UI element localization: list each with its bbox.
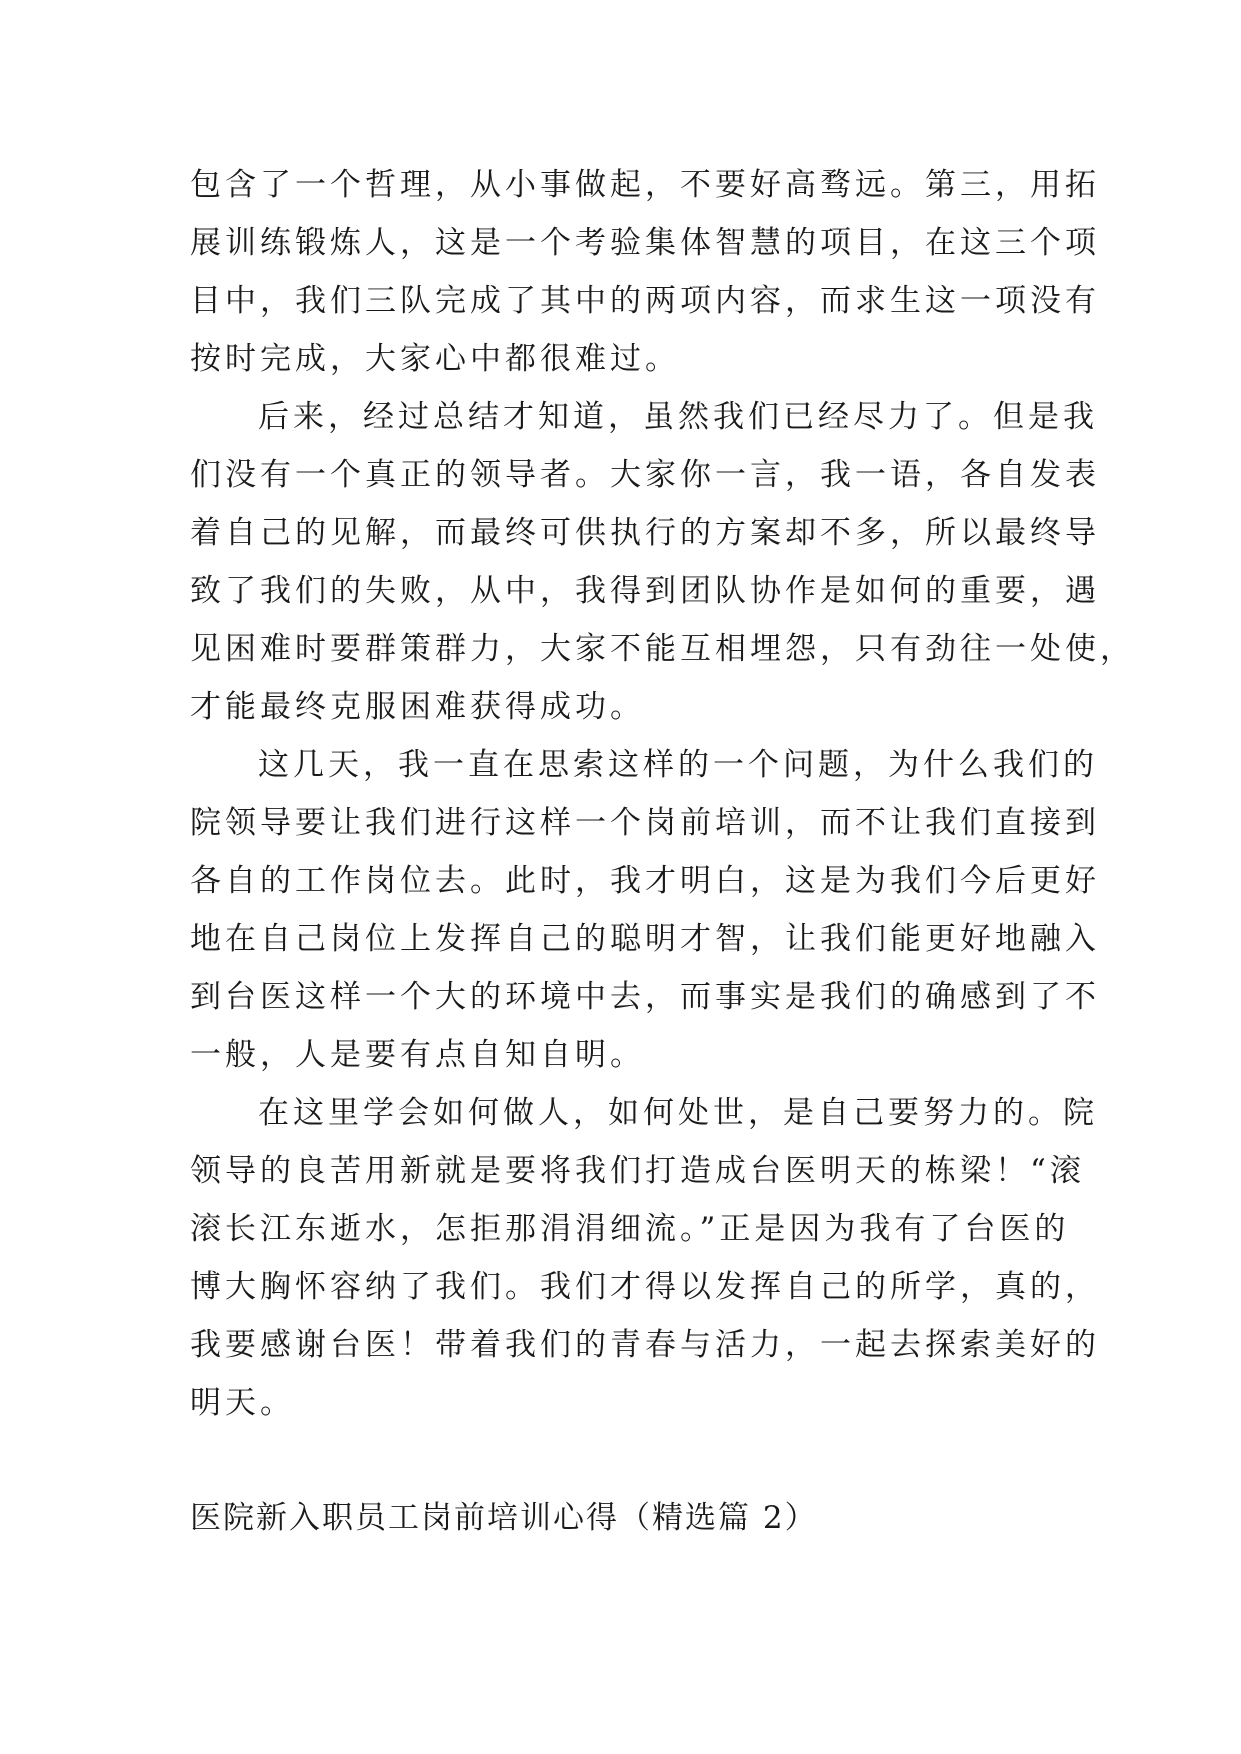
text-line: 致了我们的失败，从中，我得到团队协作是如何的重要，遇: [190, 573, 1100, 609]
text-line: 领导的良苦用新就是要将我们打造成台医明天的栋梁！“滚: [190, 1153, 1085, 1189]
section-heading: 医院新入职员工岗前培训心得（精选篇 2）: [190, 1500, 818, 1536]
paragraph-first-line: 后来，经过总结才知道，虽然我们已经尽力了。但是我: [258, 399, 1098, 435]
text-line: 目中，我们三队完成了其中的两项内容，而求生这一项没有: [190, 283, 1100, 319]
document-body: [190, 156, 1135, 1432]
text-line: 包含了一个哲理，从小事做起，不要好高骛远。第三，用拓: [190, 167, 1100, 203]
text-line: 各自的工作岗位去。此时，我才明白，这是为我们今后更好: [190, 863, 1100, 899]
text-line: 博大胸怀容纳了我们。我们才得以发挥自己的所学，真的，: [190, 1269, 1100, 1305]
paragraph-first-line: 这几天，我一直在思索这样的一个问题，为什么我们的: [258, 747, 1098, 783]
text-line: 们没有一个真正的领导者。大家你一言，我一语，各自发表: [190, 457, 1100, 493]
text-line: 按时完成，大家心中都很难过。: [190, 341, 680, 377]
text-line: 才能最终克服困难获得成功。: [190, 689, 645, 725]
text-line: 滚长江东逝水，怎拒那涓涓细流。”正是因为我有了台医的: [190, 1211, 1070, 1247]
text-line: 一般，人是要有点自知自明。: [190, 1037, 645, 1073]
text-line: 院领导要让我们进行这样一个岗前培训，而不让我们直接到: [190, 805, 1100, 841]
text-line: 地在自己岗位上发挥自己的聪明才智，让我们能更好地融入: [190, 921, 1100, 957]
text-line: 到台医这样一个大的环境中去，而事实是我们的确感到了不: [190, 979, 1100, 1015]
text-line: 着自己的见解，而最终可供执行的方案却不多，所以最终导: [190, 515, 1100, 551]
paragraph-first-line: 在这里学会如何做人，如何处世，是自己要努力的。院: [258, 1095, 1098, 1131]
text-line: 明天。: [190, 1385, 295, 1421]
text-line: 我要感谢台医！带着我们的青春与活力，一起去探索美好的: [190, 1327, 1100, 1363]
text-line: 展训练锻炼人，这是一个考验集体智慧的项目，在这三个项: [190, 225, 1100, 261]
text-line: 见困难时要群策群力，大家不能互相埋怨，只有劲往一处使，: [190, 631, 1135, 667]
